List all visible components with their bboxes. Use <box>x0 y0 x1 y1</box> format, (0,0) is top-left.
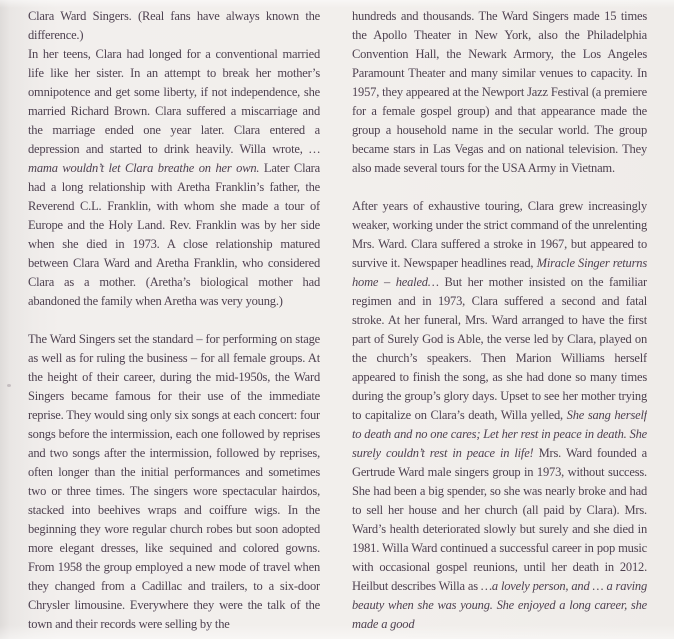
text-run: Clara Ward Singers. (Real fans have always known the difference.) <box>28 9 320 42</box>
text-run-italic-willa-quote: She sang herself to death and no one cares; Let her rest in peace in death. She surely couldn’t rest in peace in life! <box>352 408 647 460</box>
text-column-right <box>352 7 647 639</box>
text-run: After years of exhaustive touring, Clara grew increasingly weaker, working under the strict command of the unrelenting Mrs. Ward. Clara suffered a stroke in 1967, but appeared to survive it. Newspaper headlines read, <box>352 199 647 270</box>
text-run: The Ward Singers set the standard – for performing on stage as well as for ruling the business – for all female groups. At the height of their career, during the mid-1950s, the Ward Singers became famous for their use of the immediate reprise. They would sing only six songs at each concert: four songs before the intermission, each one followed by reprises and two songs after the intermission, followed by reprises, often longer than the initial performances and sometimes two or three times. The singers wore spectacular hairdos, stacked into beehives wraps and coiffure wigs. In the beginning they wore regular church robes but soon adopted more elegant dresses, like sequined and colored gowns. From 1958 the group employed a new mode of travel when they changed from a Cadillac and trailers, to a six-door Chrysler limousine. Everywhere they were the talk of the town and their records were selling by the <box>28 332 320 631</box>
paragraph-intro-continuation <box>28 7 320 45</box>
paragraph-clara-teens <box>28 45 320 311</box>
text-run-italic-quote: …mama wouldn’t let Clara breathe on her own. <box>28 142 320 175</box>
text-run: hundreds and thousands. The Ward Singers made 15 times the Apollo Theater in New York, also the Philadelphia Convention Hall, the Newark Armory, the Los Angeles Paramount Theater and many similar venues to capacity. In 1957, they appeared at the Newport Jazz Festival (a premiere for a female gospel group) and that appearance made the group a household name in the secular world. The group became stars in Las Vegas and on national television. They also made several tours for the USA Army in Vietnam. <box>352 9 647 175</box>
scan-speck <box>7 384 11 387</box>
text-run: Later Clara had a long relationship with Aretha Franklin’s father, the Reverend C.L. Franklin, with whom she made a tour of Europe and the Holy Land. Rev. Franklin was by her side when she died in 1973. A close relationship matured between Clara Ward and Aretha Franklin, who considered Clara as a mother. (Aretha’s biological mother had abandoned the family when Aretha was very young.) <box>28 161 320 308</box>
text-run-italic-headline: Miracle Singer returns home – healed… <box>352 256 647 289</box>
text-run: In her teens, Clara had longed for a conventional married life like her sister. In an attempt to break her mother’s omnipotence and get some liberty, if not independence, she married Richard Brown. Clara suffered a miscarriage and the marriage ended one year later. Clara entered a depression and started to drink heavily. Willa wrote, <box>28 47 320 156</box>
text-column-left <box>28 7 320 639</box>
paragraph-ward-singers-standard <box>28 330 320 634</box>
text-run: But her mother insisted on the familiar regimen and in 1973, Clara suffered a second and fatal stroke. At her funeral, Mrs. Ward arranged to have the first part of Surely God is Able, the verse led by Clara, played on the church’s speakers. Then Marion Williams herself appeared to finish the song, as she had done so many times during the group’s glory days. Upset to see her mother trying to capitalize on Clara’s death, Willa yelled, <box>352 275 647 422</box>
paragraph-clara-decline <box>352 197 647 634</box>
paragraph-venues-continuation <box>352 7 647 178</box>
text-run-italic-heilbut-quote: …a lovely person, and … a raving beauty when she was young. She enjoyed a long career, she made a good <box>352 579 647 631</box>
text-run: Mrs. Ward founded a Gertrude Ward male singers group in 1973, without success. She had been a big spender, so she was nearly broke and had to sell her house and her church (all paid by Clara). Mrs. Ward’s health deteriorated slowly but surely and she died in 1981. Willa Ward continued a successful career in pop music with occasional gospel reunions, until her death in 2012. Heilbut describes Willa as <box>352 446 647 593</box>
